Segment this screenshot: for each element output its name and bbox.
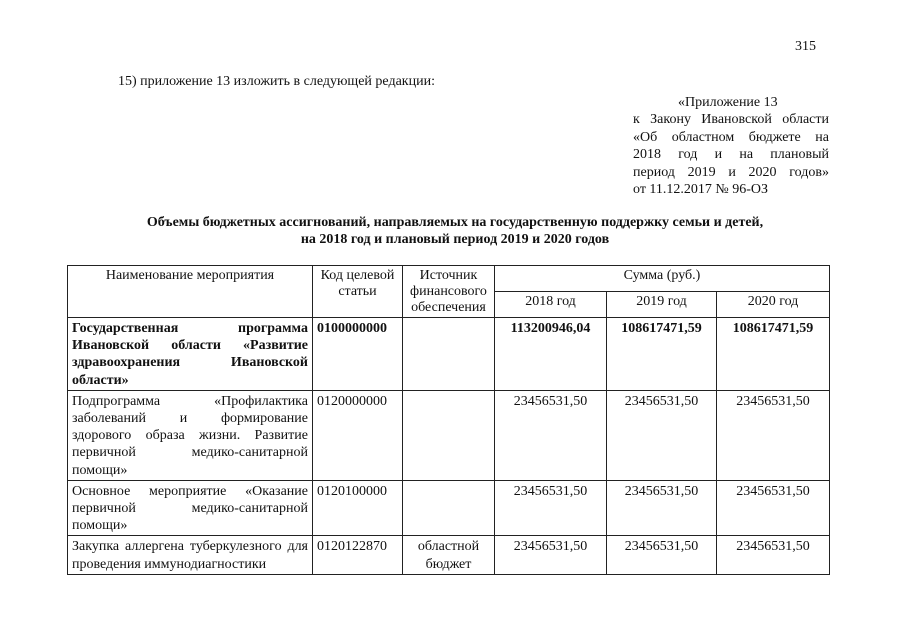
header-code: Код целевой статьи — [313, 266, 403, 318]
row-value-2019: 23456531,50 — [607, 390, 717, 480]
row-value-2019: 23456531,50 — [607, 536, 717, 574]
appendix-line: 2018 год и на плановый — [633, 147, 829, 163]
row-value-2018: 113200946,04 — [495, 318, 607, 391]
header-year-2020: 2020 год — [717, 292, 830, 318]
appendix-line: «Об областном бюджете на — [633, 129, 829, 145]
table-row — [68, 480, 830, 536]
row-value-2018: 23456531,50 — [495, 536, 607, 574]
document-title-line-2: на 2018 год и плановый период 2019 и 2020 годов — [300, 232, 610, 247]
table-row — [68, 318, 830, 391]
row-name: Закупка аллергена туберкулезного для проведения иммунодиагностики — [68, 536, 313, 574]
row-code: 0120000000 — [313, 390, 403, 480]
row-code: 0100000000 — [313, 318, 403, 391]
header-name: Наименование мероприятия — [68, 266, 313, 318]
row-source: областной бюджет — [403, 536, 495, 574]
row-value-2019: 108617471,59 — [607, 318, 717, 391]
row-value-2020: 108617471,59 — [717, 318, 830, 391]
appendix-line: «Приложение 13 — [678, 95, 778, 110]
table-row — [68, 390, 830, 480]
header-year-2018: 2018 год — [495, 292, 607, 318]
budget-allocations-table — [67, 265, 830, 575]
document-title — [70, 214, 840, 248]
page-number: 315 — [795, 39, 816, 54]
row-value-2018: 23456531,50 — [495, 480, 607, 536]
header-source: Источник финансового обеспечения — [403, 266, 495, 318]
appendix-line: от 11.12.2017 № 96-ОЗ — [633, 182, 769, 198]
header-sum: Сумма (руб.) — [495, 266, 830, 292]
row-source — [403, 390, 495, 480]
appendix-line: период 2019 и 2020 годов» — [633, 164, 829, 180]
row-code: 0120100000 — [313, 480, 403, 536]
row-value-2020: 23456531,50 — [717, 536, 830, 574]
appendix-line: к Закону Ивановской области — [633, 112, 829, 128]
row-value-2018: 23456531,50 — [495, 390, 607, 480]
row-source — [403, 318, 495, 391]
row-source — [403, 480, 495, 536]
table-row — [68, 536, 830, 574]
document-title-line-1: Объемы бюджетных ассигнований, направляемых на государственную поддержку семьи и детей, — [146, 215, 764, 230]
row-name: Основное мероприятие «Оказание первичной медико-санитарной помощи» — [68, 480, 313, 536]
row-code: 0120122870 — [313, 536, 403, 574]
intro-text: 15) приложение 13 изложить в следующей редакции: — [118, 74, 435, 89]
appendix-reference — [633, 94, 829, 198]
row-value-2020: 23456531,50 — [717, 480, 830, 536]
row-value-2019: 23456531,50 — [607, 480, 717, 536]
row-name: Подпрограмма «Профилактика заболеваний и формирование здорового образа жизни. Развитие первичной медико-санитарной помощи» — [68, 390, 313, 480]
header-year-2019: 2019 год — [607, 292, 717, 318]
row-name: Государственная программа Ивановской области «Развитие здравоохранения Ивановской области» — [68, 318, 313, 391]
row-value-2020: 23456531,50 — [717, 390, 830, 480]
